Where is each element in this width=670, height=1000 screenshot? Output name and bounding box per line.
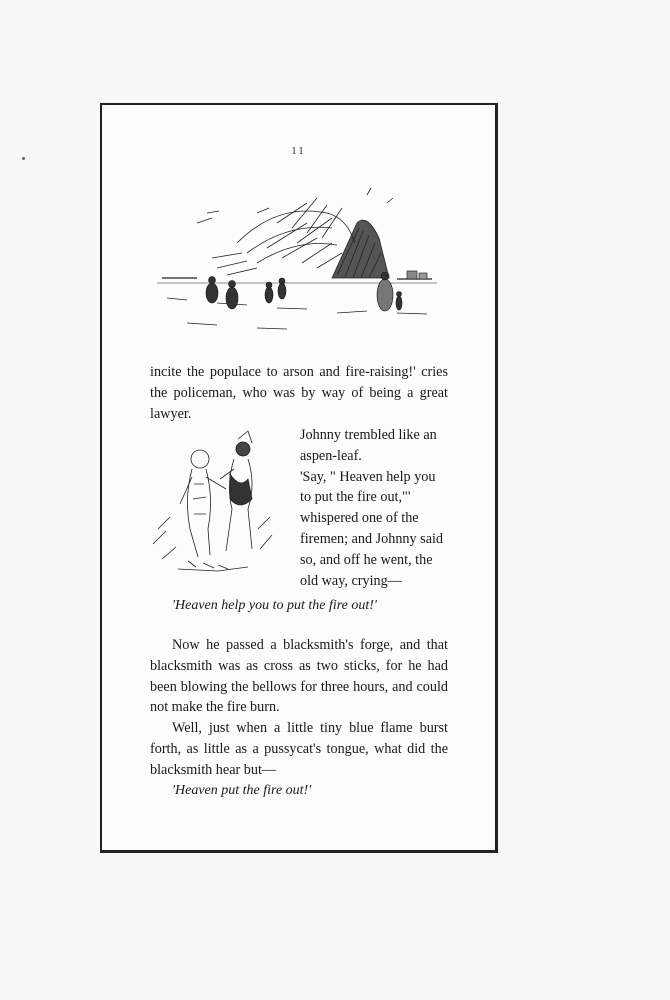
page-number: 11 — [291, 145, 306, 157]
paragraph-1: incite the populace to arson and fire-raising!' cries the policeman, who was by way of being a great lawyer. — [150, 364, 448, 422]
quote-1: 'Heaven help you to put the fire out!' — [172, 598, 377, 613]
paragraph-4-text: Well, just when a little tiny blue flame burst forth, as little as a pussycat's tongue, what did the blacksmith hear but— — [150, 720, 448, 778]
paragraph-2 — [300, 425, 448, 591]
paragraph-3-text: Now he passed a blacksmith's forge, and that blacksmith was as cross as two sticks, for he had been blowing the bellows for three hours, and could not make the fire burn. — [150, 637, 448, 716]
struggling-figures-illustration — [148, 429, 278, 579]
paragraph-2a: Johnny trembled like an aspen-leaf. — [300, 427, 437, 464]
paragraph-4 — [150, 718, 448, 780]
paragraph-2b: 'Say, " Heaven help you to put the fire out,"' whispered one of the firemen; and Johnny said so, and off he went, the old way, crying— — [300, 468, 444, 589]
quote-2: 'Heaven put the fire out!' — [172, 783, 312, 798]
book-page — [100, 103, 498, 853]
paragraph-3 — [150, 635, 448, 718]
burning-haystack-illustration — [157, 183, 437, 338]
paper-speck — [22, 157, 25, 160]
